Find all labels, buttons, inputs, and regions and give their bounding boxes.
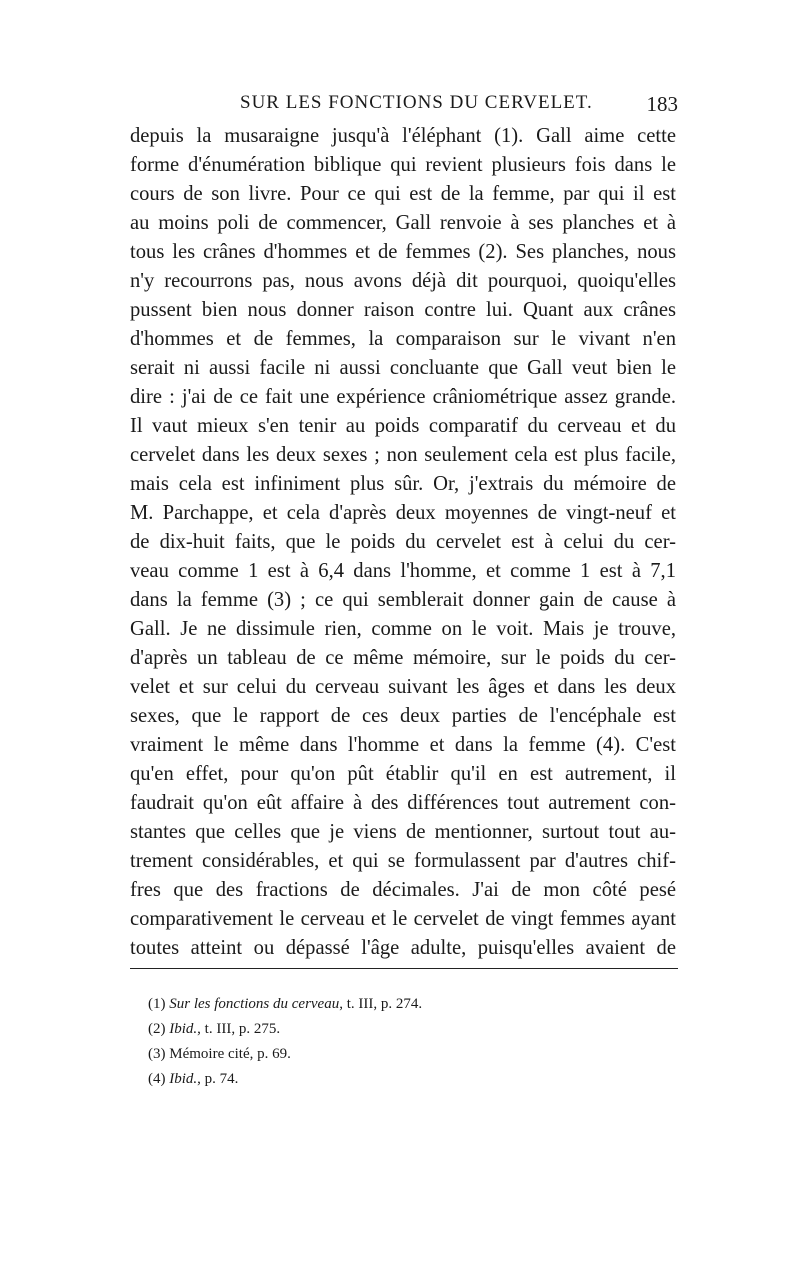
footnote-reference: , t. III, p. 275. <box>197 1021 281 1037</box>
footnote <box>148 992 668 1017</box>
text-line: au moins poli de commencer, Gall renvoie à ses planches et à <box>130 212 676 234</box>
footnote-marker: (4) <box>148 1071 166 1087</box>
text-line: cours de son livre. Pour ce qui est de la femme, par qui il est <box>130 183 676 205</box>
text-line: depuis la musaraigne jusqu'à l'éléphant (1). Gall aime cette <box>130 125 676 147</box>
footnote-marker: (2) <box>148 1021 166 1037</box>
running-title: SUR LES FONCTIONS DU CERVELET. <box>240 92 593 113</box>
text-line: Gall. Je ne dissimule rien, comme on le voit. Mais je trouve, <box>130 618 676 640</box>
text-line: comparativement le cerveau et le cervelet de vingt femmes ayant <box>130 908 676 930</box>
text-line: forme d'énumération biblique qui revient plusieurs fois dans le <box>130 154 676 176</box>
text-line: pussent bien nous donner raison contre lui. Quant aux crânes <box>130 299 676 321</box>
text-line: cervelet dans les deux sexes ; non seulement cela est plus facile, <box>130 444 676 466</box>
footnote <box>148 1017 668 1042</box>
text-line: trement considérables, et qui se formulassent par d'autres chif- <box>130 850 676 872</box>
footnote-title: Sur les fonctions du cerveau <box>169 996 340 1012</box>
footnote <box>148 1067 668 1092</box>
text-line: fres que des fractions de décimales. J'ai de mon côté pesé <box>130 879 676 901</box>
text-line: toutes atteint ou dépassé l'âge adulte, puisqu'elles avaient de <box>130 937 676 959</box>
footnote-title: Ibid. <box>169 1021 198 1037</box>
text-line: n'y recourrons pas, nous avons déjà dit pourquoi, quoiqu'elles <box>130 270 676 292</box>
text-line: dans la femme (3) ; ce qui semblerait donner gain de cause à <box>130 589 676 611</box>
text-line: velet et sur celui du cerveau suivant les âges et dans les deux <box>130 676 676 698</box>
text-line: dire : j'ai de ce fait une expérience crâniométrique assez grande. <box>130 386 676 408</box>
text-line: M. Parchappe, et cela d'après deux moyennes de vingt-neuf et <box>130 502 676 524</box>
footnote <box>148 1042 668 1067</box>
text-line: qu'en effet, pour qu'on pût établir qu'il en est autrement, il <box>130 763 676 785</box>
text-line: tous les crânes d'hommes et de femmes (2). Ses planches, nous <box>130 241 676 263</box>
footnote-reference: , t. III, p. 274. <box>339 996 423 1012</box>
footnotes <box>148 992 668 1092</box>
text-line: d'hommes et de femmes, la comparaison sur le vivant n'en <box>130 328 676 350</box>
text-line: faudrait qu'on eût affaire à des différences tout autrement con- <box>130 792 676 814</box>
footnote-title: Ibid. <box>169 1071 198 1087</box>
text-line: veau comme 1 est à 6,4 dans l'homme, et comme 1 est à 7,1 <box>130 560 676 582</box>
footnote-reference: , p. 74. <box>197 1071 239 1087</box>
footnote-divider <box>130 968 678 969</box>
text-line: serait ni aussi facile ni aussi concluante que Gall veut bien le <box>130 357 676 379</box>
body-text <box>130 122 676 963</box>
text-line: d'après un tableau de ce même mémoire, sur le poids du cer- <box>130 647 676 669</box>
footnote-marker: (1) <box>148 996 166 1012</box>
text-line: sexes, que le rapport de ces deux parties de l'encéphale est <box>130 705 676 727</box>
text-line: vraiment le même dans l'homme et dans la femme (4). C'est <box>130 734 676 756</box>
running-header <box>130 92 678 120</box>
text-line: Il vaut mieux s'en tenir au poids comparatif du cerveau et du <box>130 415 676 437</box>
text-line: de dix-huit faits, que le poids du cervelet est à celui du cer- <box>130 531 676 553</box>
page-number: 183 <box>646 92 678 116</box>
footnote-marker: (3) <box>148 1046 166 1062</box>
text-line: stantes que celles que je viens de mentionner, surtout tout au- <box>130 821 676 843</box>
text-line: mais cela est infiniment plus sûr. Or, j'extrais du mémoire de <box>130 473 676 495</box>
footnote-reference: Mémoire cité, p. 69. <box>169 1046 291 1062</box>
